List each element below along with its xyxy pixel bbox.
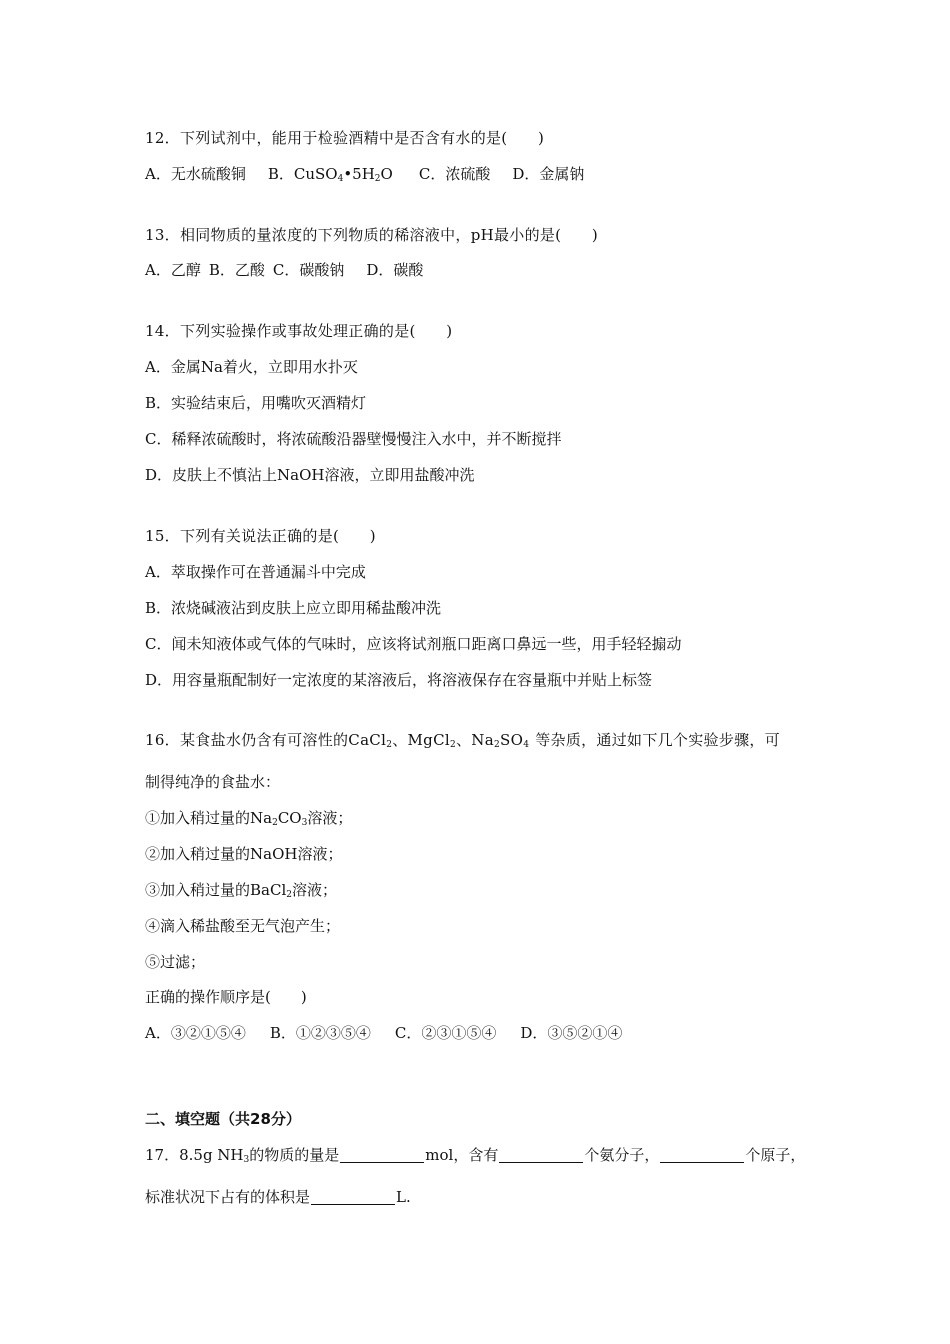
q13-option-b: B．乙酸 [208,261,265,279]
question-17-line1: 17．8.5g $NH_3$的物质的量是 mol，含有 个氨分子， 个原子， [145,1146,806,1165]
q13-option-d: D．碳酸 [366,261,424,279]
q13-option-a: A．乙醇 [145,261,201,279]
question-12-stem: 12．下列试剂中，能用于检验酒精中是否含有水的是( ) [145,129,545,147]
answer-blank-4[interactable] [311,1188,395,1205]
q12-option-d: D．金属钠 [512,165,585,183]
q12-option-b: B．$CuSO_4•5H_2O$ [267,165,393,184]
question-12-options [145,164,584,184]
q15-option-d: D．用容量瓶配制好一定浓度的某溶液后，将溶液保存在容量瓶中并贴上标签 [145,671,653,689]
q16-step-1: ①加入稍过量的$Na_2CO_3$溶液； [145,809,353,828]
q16-step-3: ③加入稍过量的BaCl$_2$溶液； [145,881,337,900]
q14-option-b: B．实验结束后，用嘴吹灭酒精灯 [145,394,367,412]
section-title-fill-in: 二、填空题（共28分） [145,1110,301,1128]
q16-option-a: A．③②①⑤④ [145,1024,246,1042]
q12-option-c: C．浓硫酸 [418,165,491,183]
answer-blank-1[interactable] [340,1146,424,1163]
question-15-stem: 15．下列有关说法正确的是( ) [145,527,376,545]
q14-option-d: D．皮肤上不慎沾上NaOH溶液，立即用盐酸冲洗 [145,466,475,484]
question-13-stem: 13．相同物质的量浓度的下列物质的稀溶液中，pH最小的是( ) [145,226,599,244]
q16-step-5: ⑤过滤； [145,953,206,971]
q15-option-c: C．闻未知液体或气体的气味时，应该将试剂瓶口距离口鼻远一些，用手轻轻搧动 [145,635,682,653]
q16-question: 正确的操作顺序是( ) [145,988,307,1006]
q15-option-b: B．浓烧碱液沾到皮肤上应立即用稀盐酸冲洗 [145,599,442,617]
question-14-stem: 14．下列实验操作或事故处理正确的是( ) [145,322,453,340]
q16-step-4: ④滴入稀盐酸至无气泡产生； [145,917,341,935]
question-17-line2: 标准状况下占有的体积是 L. [145,1188,411,1206]
question-16-stem: 16．某食盐水仍含有可溶性的CaCl$_2$、MgCl$_2$、$Na_2SO_4$ 等杂质，通过如下几个实验步骤，可 [145,731,781,750]
q14-option-c: C．稀释浓硫酸时，将浓硫酸沿器壁慢慢注入水中，并不断搅拌 [145,430,562,448]
question-16-stem-line2: 制得纯净的食盐水： [145,773,281,791]
question-13-options [145,260,423,280]
q16-option-c: C．②③①⑤④ [394,1024,497,1042]
q16-option-b: B．①②③⑤④ [269,1024,371,1042]
q14-option-a: A．金属Na着火，立即用水扑灭 [145,358,358,376]
q15-option-a: A．萃取操作可在普通漏斗中完成 [145,563,366,581]
answer-blank-2[interactable] [499,1146,583,1163]
q13-option-c: C．碳酸钠 [272,261,345,279]
q16-step-2: ②加入稍过量的NaOH溶液； [145,845,343,863]
q12-option-a: A．无水硫酸铜 [145,165,246,183]
answer-blank-3[interactable] [660,1146,744,1163]
question-16-options [145,1023,622,1043]
q16-option-d: D．③⑤②①④ [520,1024,623,1042]
